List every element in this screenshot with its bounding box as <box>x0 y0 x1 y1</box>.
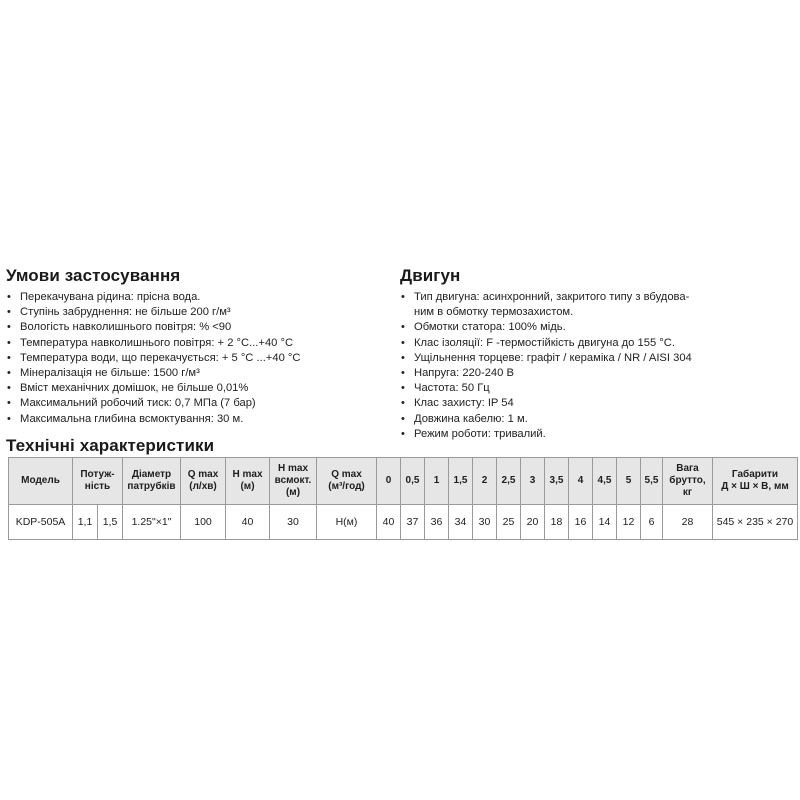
cell-head-value: 37 <box>401 505 425 540</box>
cell-head-value: 6 <box>641 505 663 540</box>
cell-head-value: 18 <box>545 505 569 540</box>
motor-item: • Клас захисту: IP 54 <box>400 396 794 411</box>
cell-model: KDP-505A <box>9 505 73 540</box>
cell-head-value: 30 <box>473 505 497 540</box>
cell-head-value: 12 <box>617 505 641 540</box>
header-flow-point: 4,5 <box>593 458 617 505</box>
cell-diameter: 1.25"×1" <box>123 505 181 540</box>
cell-hmax-suction: 30 <box>270 505 317 540</box>
usage-item: • Максимальна глибина всмоктування: 30 м. <box>6 412 386 427</box>
header-flow-point: 5 <box>617 458 641 505</box>
cell-head-value: 25 <box>497 505 521 540</box>
motor-item: • Обмотки статора: 100% мідь. <box>400 320 794 335</box>
header-hmax-suction: H max всмокт. (м) <box>270 458 317 505</box>
usage-item: • Вміст механічних домішок, не більше 0,01% <box>6 381 386 396</box>
cell-weight: 28 <box>663 505 713 540</box>
cell-power-kw: 1,1 <box>73 505 98 540</box>
cell-head-value: 40 <box>377 505 401 540</box>
header-diameter: Діаметр патрубків <box>123 458 181 505</box>
usage-item: • Максимальний робочий тиск: 0,7 МПа (7 бар) <box>6 396 386 411</box>
motor-item: • Напруга: 220-240 В <box>400 366 794 381</box>
header-flow-point: 5,5 <box>641 458 663 505</box>
cell-dimensions: 545 × 235 × 270 <box>713 505 798 540</box>
motor-item: • Частота: 50 Гц <box>400 381 794 396</box>
header-flow-point: 1,5 <box>449 458 473 505</box>
cell-hmax: 40 <box>226 505 270 540</box>
header-weight: Вага брутто, кг <box>663 458 713 505</box>
motor-item: • Режим роботи: тривалий. <box>400 427 794 442</box>
header-dimensions: Габарити Д × Ш × В, мм <box>713 458 798 505</box>
usage-item: • Мінералізація не більше: 1500 г/м³ <box>6 366 386 381</box>
motor-item: • Тип двигуна: асинхронний, закритого типу з вбудова- ним в обмотку термозахистом. <box>400 290 794 320</box>
usage-item: • Вологість навколишнього повітря: % <90 <box>6 320 386 335</box>
cell-head-value: 14 <box>593 505 617 540</box>
usage-section <box>6 266 386 427</box>
motor-item: • Ущільнення торцеве: графіт / кераміка / NR / AISI 304 <box>400 351 794 366</box>
usage-item: • Температура води, що перекачується: + 5 °C ...+40 °C <box>6 351 386 366</box>
cell-qmax: 100 <box>181 505 226 540</box>
header-flow-point: 0,5 <box>401 458 425 505</box>
header-model: Модель <box>9 458 73 505</box>
cell-head-value: 34 <box>449 505 473 540</box>
header-flow-point: 3 <box>521 458 545 505</box>
header-flow-point: 2,5 <box>497 458 521 505</box>
header-power: Потуж- ність <box>73 458 123 505</box>
motor-title: Двигун <box>400 266 461 285</box>
cell-power-hp: 1,5 <box>98 505 123 540</box>
header-qmax: Q max (л/хв) <box>181 458 226 505</box>
header-flow-point: 0 <box>377 458 401 505</box>
cell-head-label: Н(м) <box>317 505 377 540</box>
motor-list <box>400 290 794 442</box>
specs-table <box>8 457 798 540</box>
header-flow-point: 4 <box>569 458 593 505</box>
usage-list <box>6 290 386 427</box>
usage-item: • Ступінь забруднення: не більше 200 г/м³ <box>6 305 386 320</box>
header-flow-point: 3,5 <box>545 458 569 505</box>
motor-section <box>400 266 794 442</box>
specs-header-row <box>9 458 798 505</box>
header-hmax: H max (м) <box>226 458 270 505</box>
cell-head-value: 36 <box>425 505 449 540</box>
table-row <box>9 505 798 540</box>
header-qmax-m3: Q max (м³/год) <box>317 458 377 505</box>
motor-item: • Довжина кабелю: 1 м. <box>400 412 794 427</box>
motor-item: • Клас ізоляції: F -термостійкість двигуна до 155 °C. <box>400 336 794 351</box>
specs-title: Технічні характеристики <box>6 436 215 455</box>
header-flow-point: 2 <box>473 458 497 505</box>
cell-head-value: 20 <box>521 505 545 540</box>
header-flow-point: 1 <box>425 458 449 505</box>
usage-item: • Перекачувана рідина: прісна вода. <box>6 290 386 305</box>
usage-title: Умови застосування <box>6 266 181 285</box>
cell-head-value: 16 <box>569 505 593 540</box>
usage-item: • Температура навколишнього повітря: + 2 °C...+40 °C <box>6 336 386 351</box>
